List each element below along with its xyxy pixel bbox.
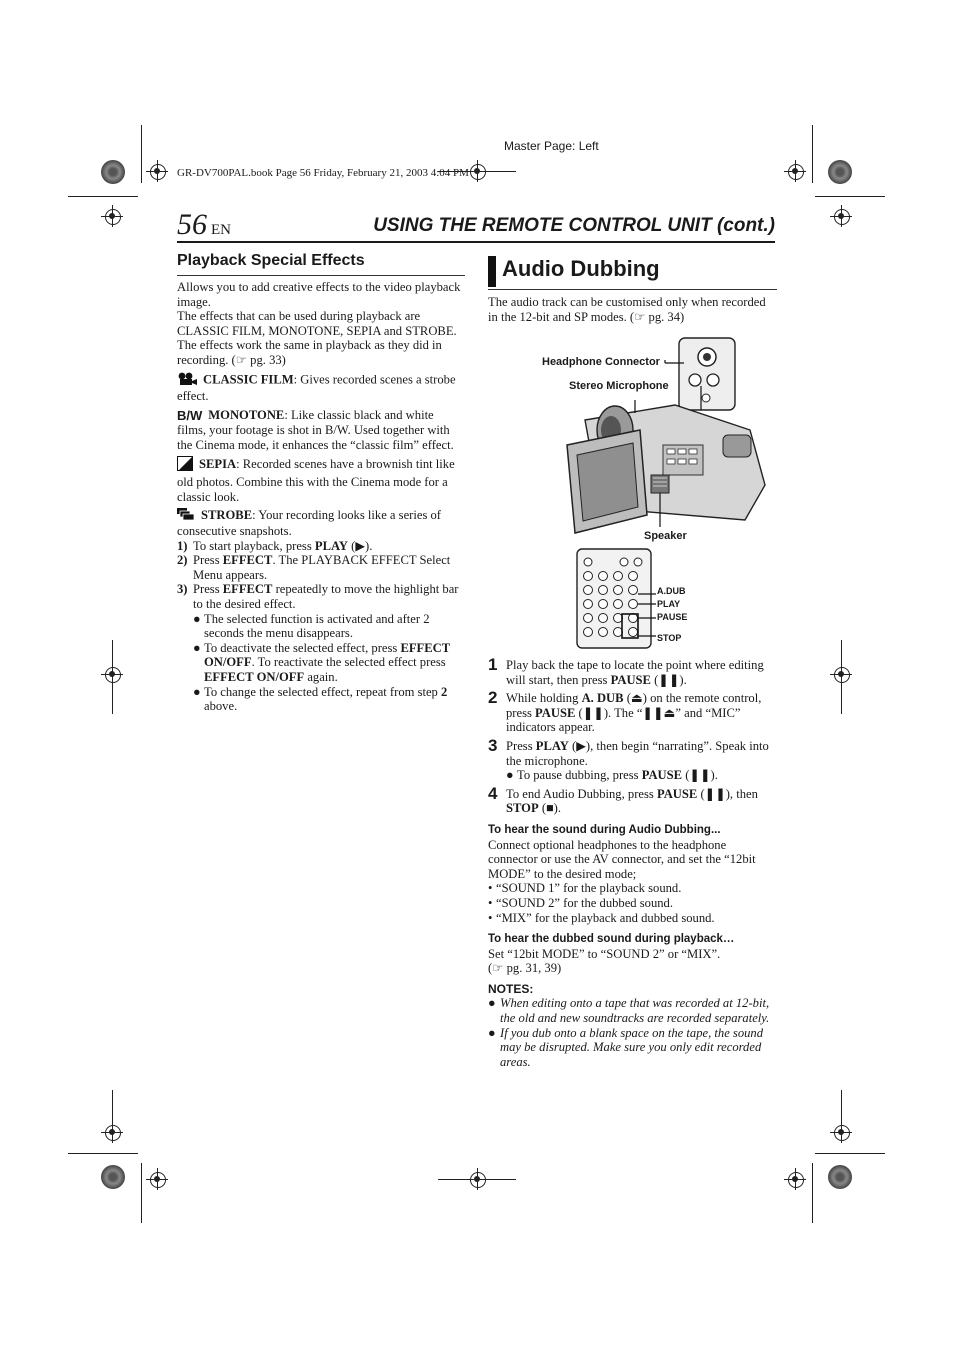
- list-item: [488, 911, 778, 926]
- callout-speaker: Speaker: [644, 530, 687, 542]
- step-text-part: (■).: [538, 801, 561, 816]
- audio-dubbing-body: [488, 655, 778, 1069]
- crop-mark: [141, 125, 142, 183]
- page-number: [177, 208, 231, 242]
- step-item: [177, 553, 465, 582]
- note-item: [488, 1026, 778, 1070]
- sepia-icon: [177, 456, 193, 475]
- crop-mark: [68, 196, 138, 197]
- step-text-part: To end Audio Dubbing, press: [506, 786, 657, 801]
- hear-playback-text: Set “12bit MODE” to “SOUND 2” or “MIX”.: [488, 946, 721, 961]
- list-dot: •: [488, 895, 493, 910]
- callout-adub: A.DUB: [657, 586, 686, 596]
- crop-mark: [112, 1090, 113, 1138]
- bullet-text-part: above.: [204, 699, 238, 714]
- strobe-icon: [177, 508, 195, 524]
- list-text: “SOUND 1” for the playback sound.: [496, 881, 682, 896]
- bullet-text: [204, 685, 465, 714]
- playback-effects-body: [177, 280, 465, 714]
- bullet-dot: ●: [488, 996, 496, 1011]
- list-item: [488, 896, 778, 911]
- step-text-part: (▶), then begin “narrating”. Speak into the microphone.: [506, 738, 769, 768]
- callout-stop: STOP: [657, 633, 682, 643]
- effect-sepia: [177, 456, 465, 504]
- stop-key-label: STOP: [506, 801, 539, 816]
- list-item: [488, 881, 778, 896]
- pause-key-label: PAUSE: [535, 705, 576, 720]
- step-text-part: Press: [506, 738, 536, 753]
- step-text-part: (⏏) on the remote control, press: [506, 691, 762, 720]
- list-text: “SOUND 2” for the dubbed sound.: [496, 895, 673, 910]
- step-number: 4: [488, 783, 498, 803]
- step-text-part: . The PLAYBACK EFFECT Select Menu appears.: [193, 553, 451, 582]
- callout-headphone-connector: Headphone Connector: [542, 356, 660, 368]
- effect-classic-film: [177, 372, 465, 404]
- bullet-dot: ●: [193, 611, 201, 626]
- effect-name: STROBE: [201, 508, 253, 523]
- step-ref: 2: [441, 684, 448, 699]
- master-page-label: Master Page: Left: [504, 139, 599, 153]
- crop-mark: [68, 1153, 138, 1154]
- step-text: [193, 582, 465, 611]
- page-lang: EN: [211, 222, 231, 238]
- effect-onoff-key-label: EFFECT ON/OFF: [204, 669, 305, 684]
- color-disc-mark: [828, 1165, 852, 1189]
- step-text: [506, 691, 778, 735]
- effect-name: MONOTONE: [208, 407, 285, 422]
- section-heading-playback-effects: Playback Special Effects: [177, 252, 365, 269]
- step-item: [177, 539, 465, 554]
- effect-key-label: EFFECT: [222, 553, 273, 568]
- bullet-item: [488, 768, 778, 783]
- section-rule: [488, 289, 777, 290]
- page-number-value: 56: [177, 208, 207, 241]
- list-dot: •: [488, 910, 493, 925]
- crop-mark: [815, 196, 885, 197]
- step-item: [488, 735, 778, 768]
- step-text-part: (❚❚).: [650, 672, 687, 687]
- pause-key-label: PAUSE: [641, 768, 683, 783]
- effect-onoff-key-label: EFFECT ON/OFF: [204, 640, 450, 670]
- registration-mark: [101, 205, 123, 227]
- note-text: If you dub onto a blank space on the tape, the sound may be disrupted. Make sure you only edit recorded areas.: [500, 1025, 764, 1069]
- audio-dubbing-intro: The audio track can be customised only when recorded in the 12-bit and SP modes. (☞ pg. 34): [488, 295, 766, 324]
- bullet-dot: ●: [506, 768, 514, 783]
- step-number: 1: [488, 655, 498, 674]
- intro-paragraph: Allows you to add creative effects to the video playback image.: [177, 280, 461, 309]
- effect-desc: : Recorded scenes have a brownish tint like old photos. Combine this with the Cinema mode for a classic look.: [177, 457, 455, 504]
- color-disc-mark: [101, 160, 125, 184]
- effect-monotone: [177, 408, 465, 453]
- play-key-label: PLAY: [314, 538, 349, 553]
- step-text-part: Press: [193, 553, 223, 568]
- running-title: USING THE REMOTE CONTROL UNIT (cont.): [373, 215, 775, 236]
- bullet-dot: ●: [193, 684, 201, 699]
- crop-mark: [841, 1090, 842, 1138]
- step-text-part: Play back the tape to locate the point where editing will start, then press: [506, 658, 764, 687]
- step-text: [506, 739, 778, 768]
- adub-key-label: A. DUB: [581, 691, 624, 706]
- step-number: 3): [177, 582, 188, 597]
- bullet-text: [204, 641, 465, 685]
- bullet-text-part: . To reactivate the selected effect press: [251, 655, 446, 670]
- intro-paragraph: The effects work the same in playback as they did in recording. (☞ pg. 33): [177, 338, 442, 367]
- pause-key-label: PAUSE: [656, 786, 698, 801]
- note-item: [488, 996, 778, 1025]
- section-rule: [177, 275, 465, 276]
- intro-paragraph: The effects that can be used during playback are CLASSIC FILM, MONOTONE, SEPIA and STROBE.: [177, 309, 457, 338]
- bullet-text: The selected function is activated and after 2 seconds the menu disappears.: [204, 611, 430, 641]
- step-item: [488, 688, 778, 735]
- step-number: 3: [488, 735, 498, 755]
- section-heading-bar: [488, 256, 496, 287]
- step-item: [177, 582, 465, 611]
- step-text-part: To start playback, press: [193, 538, 315, 553]
- bullet-text-part: To deactivate the selected effect, press: [204, 640, 401, 655]
- step-text: [193, 539, 372, 554]
- step-text-part: (❚❚), then: [697, 786, 758, 801]
- color-disc-mark: [101, 1165, 125, 1189]
- color-disc-mark: [828, 160, 852, 184]
- play-key-label: PLAY: [535, 738, 569, 753]
- bullet-dot: ●: [488, 1025, 496, 1040]
- hear-during-title: To hear the sound during Audio Dubbing...: [488, 823, 721, 836]
- crop-mark: [812, 125, 813, 183]
- bullet-text-part: again.: [304, 669, 338, 684]
- step-item: [488, 655, 778, 687]
- step-text-part: (❚❚). The “❚❚⏏” and “MIC” indicators appear.: [506, 705, 741, 735]
- crop-mark: [812, 1163, 813, 1223]
- step-text-part: Press: [193, 582, 223, 597]
- bullet-text: [517, 768, 718, 783]
- bw-icon: B/W: [177, 407, 203, 423]
- hear-during-text: Connect optional headphones to the headphone connector or use the AV connector, and set the “12bit MODE” to the desired mode;: [488, 837, 756, 881]
- effect-desc: : Your recording looks like a series of consecutive snapshots.: [177, 508, 441, 539]
- bullet-text-part: (❚❚).: [682, 768, 718, 783]
- hear-playback-ref: (☞ pg. 31, 39): [488, 961, 562, 976]
- hear-playback-title: To hear the dubbed sound during playback…: [488, 933, 735, 946]
- book-file-line: GR-DV700PAL.book Page 56 Friday, February 21, 2003 4:04 PM: [177, 167, 469, 179]
- crop-mark: [112, 640, 113, 714]
- effect-name: SEPIA: [199, 457, 237, 472]
- bullet-dot: ●: [193, 640, 201, 655]
- step-item: [488, 783, 778, 816]
- step-text-part: While holding: [506, 691, 582, 706]
- effect-name: CLASSIC FILM: [203, 372, 294, 387]
- step-text: [506, 787, 778, 816]
- header-rule: [177, 241, 775, 243]
- bullet-item: [177, 685, 465, 714]
- callout-stereo-microphone: Stereo Microphone: [569, 380, 669, 392]
- step-text-part: (▶).: [348, 538, 373, 553]
- step-text-part: repeatedly to move the highlight bar to the desired effect.: [193, 582, 459, 611]
- notes-title: NOTES:: [488, 981, 534, 996]
- list-dot: •: [488, 881, 493, 896]
- bullet-item: [177, 612, 465, 641]
- bullet-text-part: To change the selected effect, repeat from step: [204, 684, 441, 699]
- remote-control-illustration: [576, 548, 656, 650]
- effect-strobe: [177, 508, 465, 539]
- film-camera-icon: [177, 372, 197, 390]
- bullet-text-part: To pause dubbing, press: [517, 768, 642, 783]
- registration-mark: [146, 160, 168, 182]
- effect-desc: : Gives recorded scenes a strobe effect.: [177, 372, 456, 404]
- step-text: [506, 658, 778, 687]
- registration-mark: [784, 160, 806, 182]
- pause-key-label: PAUSE: [610, 672, 651, 687]
- step-number: 1): [177, 538, 188, 553]
- step-number: 2): [177, 553, 188, 568]
- step-text: [193, 553, 465, 582]
- crop-mark: [438, 1179, 516, 1180]
- section-heading-audio-dubbing: Audio Dubbing: [502, 256, 660, 281]
- list-text: “MIX” for the playback and dubbed sound.: [496, 910, 715, 925]
- crop-mark: [815, 1153, 885, 1154]
- bullet-item: [177, 641, 465, 685]
- crop-mark: [841, 640, 842, 714]
- registration-mark: [830, 205, 852, 227]
- crop-mark: [141, 1163, 142, 1223]
- effect-desc: : Like classic black and white films, your footage is shot in B/W. Used together with the Cinema mode, it enhances the “classic film” effect.: [177, 407, 454, 452]
- registration-mark: [784, 1168, 806, 1190]
- callout-pause: PAUSE: [657, 612, 688, 622]
- step-number: 2: [488, 688, 498, 708]
- note-text: When editing onto a tape that was recorded at 12-bit, the old and new soundtracks are recorded separately.: [500, 996, 770, 1026]
- effect-key-label: EFFECT: [222, 582, 273, 597]
- callout-play: PLAY: [657, 599, 681, 609]
- registration-mark: [146, 1168, 168, 1190]
